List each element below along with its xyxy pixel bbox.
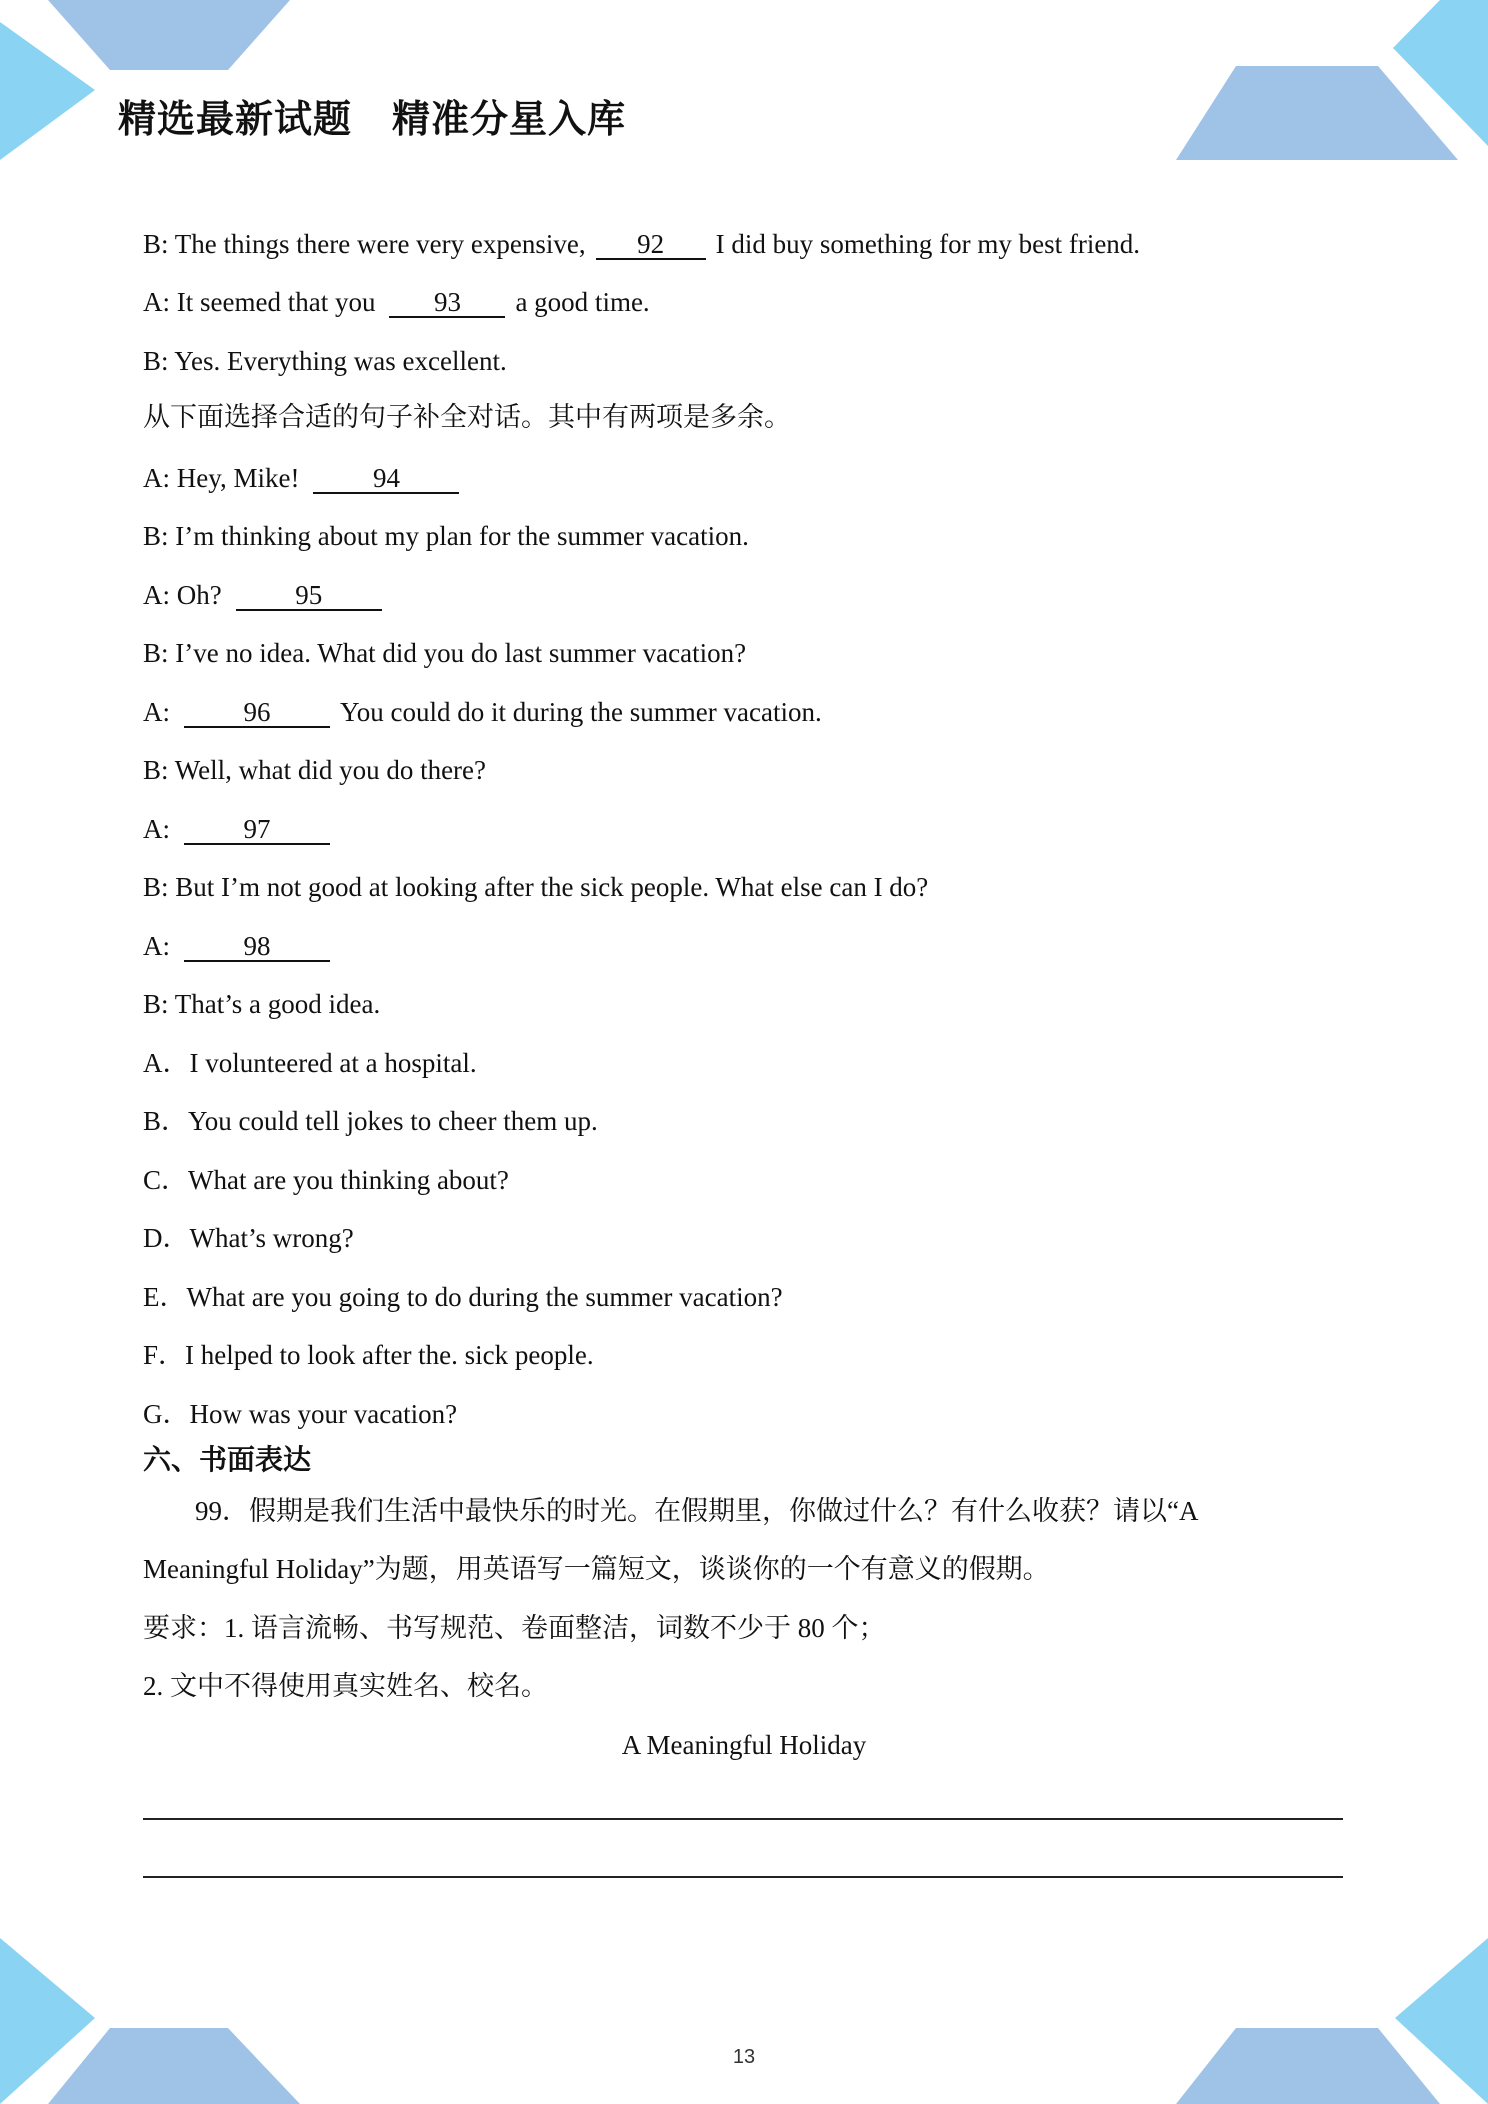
top-right-trapezoid (1176, 66, 1458, 160)
answer-blank-95[interactable]: 95 (236, 581, 382, 611)
dialogue-line: B: But I’m not good at looking after the sick people. What else can I do? (143, 872, 929, 902)
answer-blank-92[interactable]: 92 (596, 230, 706, 260)
section-title: 六、书面表达 (143, 1443, 312, 1476)
writing-requirement-1: 要求：1. 语言流畅、书写规范、卷面整洁，词数不少于 80 个； (143, 1613, 886, 1643)
top-left-trapezoid (48, 0, 290, 70)
top-left-triangle (0, 22, 95, 160)
option-e: E．What are you going to do during the summer vacation? (143, 1282, 783, 1312)
writing-requirement-2: 2. 文中不得使用真实姓名、校名。 (143, 1671, 548, 1701)
header-title-part2: 精准分星入库 (392, 97, 627, 141)
dialogue-line: B: The things there were very expensive, 92 I did buy something for my best friend. (143, 229, 1141, 259)
dialogue-line: A: 98 (143, 929, 340, 963)
writing-prompt-line2: Meaningful Holiday”为题，用英语写一篇短文，谈谈你的一个有意义的假期。 (143, 1554, 1050, 1584)
answer-blank-94[interactable]: 94 (313, 464, 459, 494)
dialogue-line: B: Well, what did you do there? (143, 755, 487, 785)
option-d: D．What’s wrong? (143, 1223, 354, 1253)
writing-line[interactable] (143, 1876, 1343, 1878)
dialogue-line: A: It seemed that you 93 a good time. (143, 287, 650, 317)
bottom-right-triangle (1395, 1938, 1488, 2104)
dialogue-line: B: I’m thinking about my plan for the summer vacation. (143, 521, 749, 551)
option-a: A．I volunteered at a hospital. (143, 1048, 477, 1078)
top-right-triangle (1393, 0, 1488, 146)
answer-blank-97[interactable]: 97 (184, 815, 330, 845)
option-b: B．You could tell jokes to cheer them up. (143, 1106, 598, 1136)
dialogue-line: A: 96 You could do it during the summer vacation. (143, 697, 822, 727)
dialogue-line: A: 97 (143, 812, 340, 846)
instruction-text: 从下面选择合适的句子补全对话。其中有两项是多余。 (143, 402, 791, 432)
answer-blank-98[interactable]: 98 (184, 932, 330, 962)
header-title-part1: 精选最新试题 (118, 97, 353, 141)
dialogue-line: A: Oh? 95 (143, 578, 392, 612)
answer-blank-96[interactable]: 96 (184, 698, 330, 728)
writing-prompt-line1: 99．假期是我们生活中最快乐的时光。在假期里，你做过什么？有什么收获？请以“A (195, 1496, 1199, 1526)
bottom-left-triangle (0, 1938, 95, 2104)
header-title (118, 88, 626, 143)
dialogue-line: B: Yes. Everything was excellent. (143, 346, 507, 376)
answer-blank-93[interactable]: 93 (389, 288, 505, 318)
writing-line[interactable] (143, 1818, 1343, 1820)
option-f: F．I helped to look after the. sick people. (143, 1340, 594, 1370)
dialogue-line: B: I’ve no idea. What did you do last summer vacation? (143, 638, 747, 668)
dialogue-line: A: Hey, Mike! 94 (143, 461, 469, 495)
option-c: C．What are you thinking about? (143, 1165, 509, 1195)
essay-title: A Meaningful Holiday (621, 1730, 867, 1760)
option-g: G．How was your vacation? (143, 1399, 458, 1429)
page-number: 13 (732, 2046, 756, 2068)
dialogue-line: B: That’s a good idea. (143, 989, 381, 1019)
